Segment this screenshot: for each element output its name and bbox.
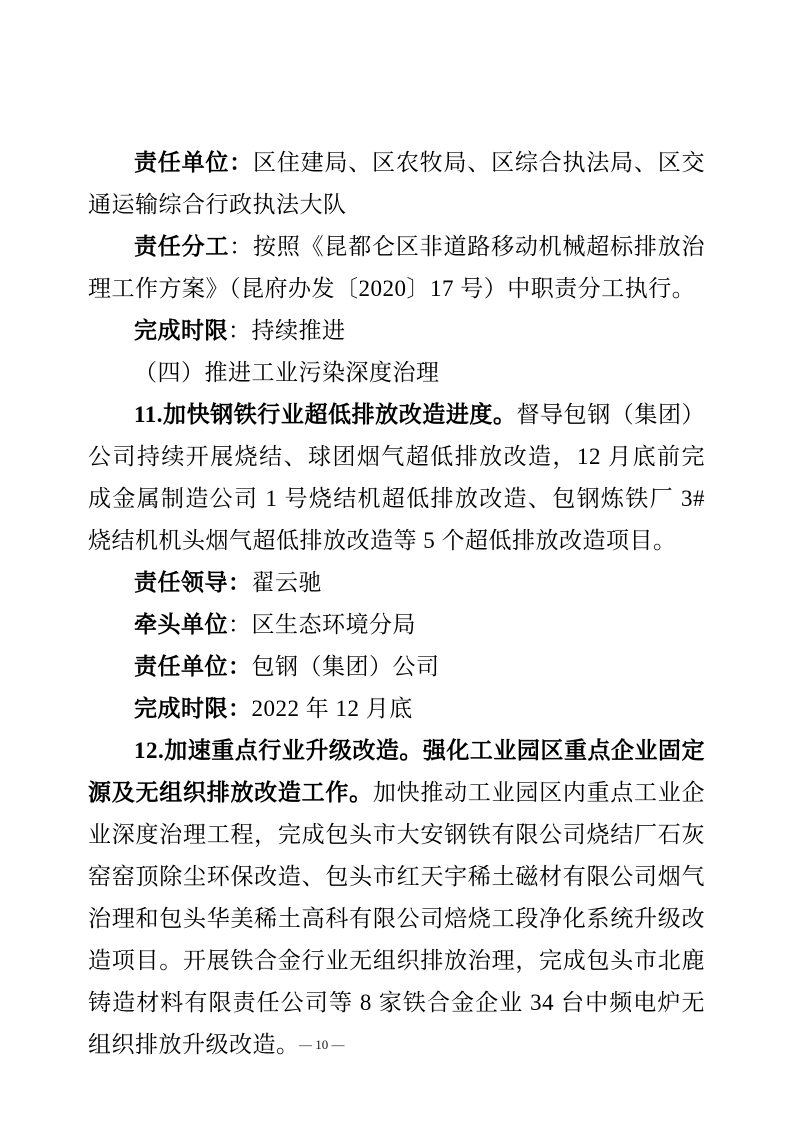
paragraph-completion-deadline-2 [88, 688, 705, 730]
field-value: 区住建局、区农牧局、区综合执法局、区交通运输综合行政执法大队 [88, 150, 706, 217]
field-label: 完成时限 [134, 318, 228, 343]
field-value: ：按照《昆都仑区非道路移动机械超标排放治理工作方案》（昆府办发〔2020〕17 号）中职责分工执行。 [88, 234, 706, 301]
item-12-body: 加快推动工业园区内重点工业企业深度治理工程，完成包头市大安钢铁有限公司烧结厂石灰窑窑顶除尘环保改造、包头市红天宇稀土磁材有限公司烟气治理和包头华美稀土高科有限公司焙烧工段净化系统升级改造项目。开展铁合金行业无组织排放治理，完成包头市北鹿铸造材料有限责任公司等 8 家铁合金企业 34 台中频电炉无组织排放升级改造。 [88, 780, 706, 1057]
field-label: 责任单位： [134, 150, 254, 175]
paragraph-completion-deadline [88, 310, 705, 352]
field-value: ：持续推进 [228, 318, 346, 343]
document-body [88, 142, 705, 1066]
paragraph-item-11 [88, 394, 705, 562]
field-label: 责任分工 [134, 234, 230, 259]
item-12-title: 12.加速重点行业升级改造。强化工业园区重点企业固定源及无组织排放改造工作。 [88, 738, 705, 805]
paragraph-item-12 [88, 730, 705, 1066]
page-number: — 10 — [299, 1037, 345, 1052]
item-11-body: 督导包钢（集团）公司持续开展烧结、球团烟气超低排放改造，12 月底前完成金属制造公司 1 号烧结机超低排放改造、包钢炼铁厂 3#烧结机机头烟气超低排放改造等 5 个超低排放改造项目。 [88, 402, 706, 553]
field-label: 牵头单位 [134, 612, 228, 637]
paragraph-responsibility-division [88, 226, 705, 310]
field-label: 完成时限： [134, 696, 252, 721]
paragraph-responsible-unit [88, 142, 705, 226]
field-value: 2022 年 12 月底 [251, 696, 413, 721]
section-heading-4 [88, 352, 705, 394]
paragraph-lead-unit [88, 604, 705, 646]
item-11-title: 11.加快钢铁行业超低排放改造进度。 [134, 402, 517, 427]
field-value: ：区生态环境分局 [228, 612, 416, 637]
field-value: 包钢（集团）公司 [251, 654, 440, 679]
paragraph-responsible-leader [88, 562, 705, 604]
field-value: 翟云驰 [251, 570, 322, 595]
field-label: 责任领导： [134, 570, 252, 595]
section-heading-text: （四）推进工业污染深度治理 [134, 360, 440, 385]
field-label: 责任单位： [134, 654, 252, 679]
paragraph-responsible-unit-2 [88, 646, 705, 688]
